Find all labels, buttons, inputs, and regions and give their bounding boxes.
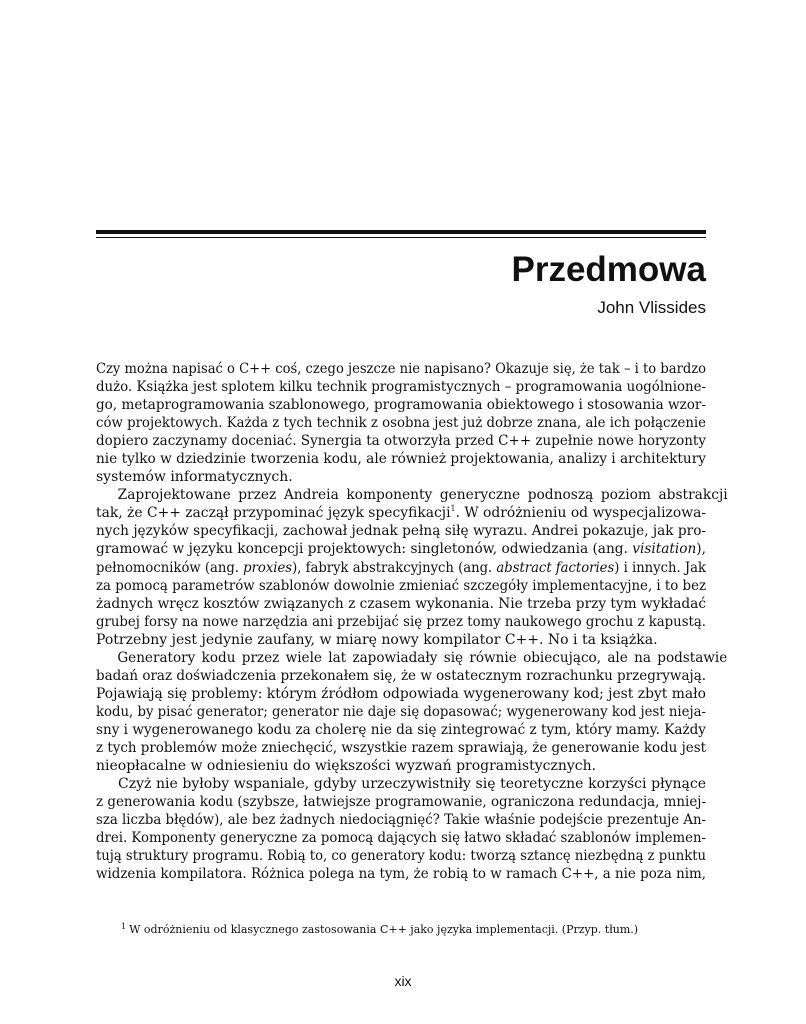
text-line: z tych problemów może zniechęcić, wszystkie razem sprawiają, że generowanie kodu jest [96,739,707,756]
text-line: Czyż nie byłoby wspaniale, gdyby urzeczywistniły się teoretyczne korzyści płynące [118,776,706,793]
footnote-ref: 1 [450,504,456,514]
chapter-author: John Vlissides [597,298,706,317]
paragraph [96,486,728,648]
text-line: sny i wygenerowanego kodu za cholerę nie da się zintegrować z tym, który mamy. Każdy [96,721,706,738]
text-line: z generowania kodu (szybsze, łatwiejsze programowanie, ograniczona redundacja, mniej- [96,794,707,811]
text-run: ) i innych. Jak [614,559,707,576]
text-line: grubej forsy na nowe narzędzia ani przebijać się przez tomy naukowego grochu z kapustą. [96,613,706,630]
text-line: Pojawiają się problemy: którym źródłom odpowiada wygenerowany kod; jest zbyt mało [96,685,707,702]
header-rule-thin [96,237,706,238]
paragraph [96,360,706,486]
emphasis: abstract factories [496,559,615,576]
footnote [121,922,638,937]
text-run: tak, że C++ zaczął przypominać język specyfikacji [96,505,451,522]
paragraph [96,775,706,883]
text-run: ), fabryk abstrakcyjnych (ang. [292,559,497,576]
text-line: widzenia kompilatora. Różnica polega na tym, że robią to w ramach C++, a nie poza nim, [96,866,706,883]
text-line: systemów informatycznych. [96,469,293,486]
text-line: tują struktury programu. Robią to, co generatory kodu: tworzą sztancę niezbędną z punktu [96,848,706,865]
text-line: sza liczba błędów), ale bez żadnych niedociągnięć? Takie właśnie podejście prezentuje An- [96,812,707,829]
text-run: pełnomocników (ang. [96,559,244,576]
text-line: Czy można napisać o C++ coś, czego jeszcze nie napisano? Okazuje się, że tak – i to bardzo [96,361,707,377]
text-line [96,540,706,558]
footnote-marker: 1 [121,922,127,931]
page-number: xix [394,973,412,989]
text-line: Generatory kodu przez wiele lat zapowiadały się równie obiecująco, ale na podstawie [117,649,728,666]
text-line: Potrzebny jest jedynie zaufany, w miarę nowy kompilator C++. No i ta książka. [96,631,658,648]
text-run: ), [696,541,706,558]
text-line: nych języków specyfikacji, zachował jednak pełną siłę wyrazu. Andrei pokazuje, jak pro- [96,523,707,540]
text-line: ców projektowych. Każda z tych technik z osobna jest już dobrze znana, ale ich połączenie [96,415,707,432]
text-run: gramować w języku koncepcji projektowych: singletonów, odwiedzania (ang. [96,541,633,558]
text-line: nie tylko w dziedzinie tworzenia kodu, ale również projektowania, analizy i architektury [96,451,706,468]
text-line: drei. Komponenty generyczne za pomocą dających się łatwo składać szablonów implemen- [96,830,707,847]
body-text [96,360,728,883]
text-line: nieopłacalne w odniesieniu do większości wyzwań programistycznych. [96,758,597,775]
header-rule-thick [96,230,706,234]
text-run: . W odróżnieniu od wyspecjalizowa- [455,505,707,522]
emphasis: visitation [632,541,697,558]
text-line [96,504,706,522]
emphasis: proxies [243,559,293,576]
text-line [96,559,706,577]
text-line: żadnych wręcz kosztów związanych z czasem wykonania. Nie trzeba przy tym wykładać [96,595,707,612]
text-line: Zaprojektowane przez Andreia komponenty generyczne podnoszą poziom abstrakcji [117,487,728,504]
text-line: dużo. Książka jest splotem kilku technik programistycznych – programowania uogólnione- [96,379,707,396]
chapter-title: Przedmowa [511,250,706,289]
text-line: kodu, by pisać generator; generator nie daje się dopasować; wygenerowany kod jest nieja- [96,703,706,720]
text-line: dopiero zaczynamy doceniać. Synergia ta otworzyła przed C++ zupełnie nowe horyzonty [96,433,706,450]
paragraph [96,649,728,775]
text-line: za pomocą parametrów szablonów dowolnie zmieniać szczegóły implementacyjne, i to bez [96,577,707,594]
footnote-text: W odróżnieniu od klasycznego zastosowania C++ jako języka implementacji. (Przyp. tłum.) [129,923,639,936]
text-line: badań oraz doświadczenia przekonałem się, że w ostatecznym rozrachunku przegrywają. [96,667,707,684]
text-line: go, metaprogramowania szablonowego, programowania obiektowego i stosowania wzor- [96,397,707,414]
